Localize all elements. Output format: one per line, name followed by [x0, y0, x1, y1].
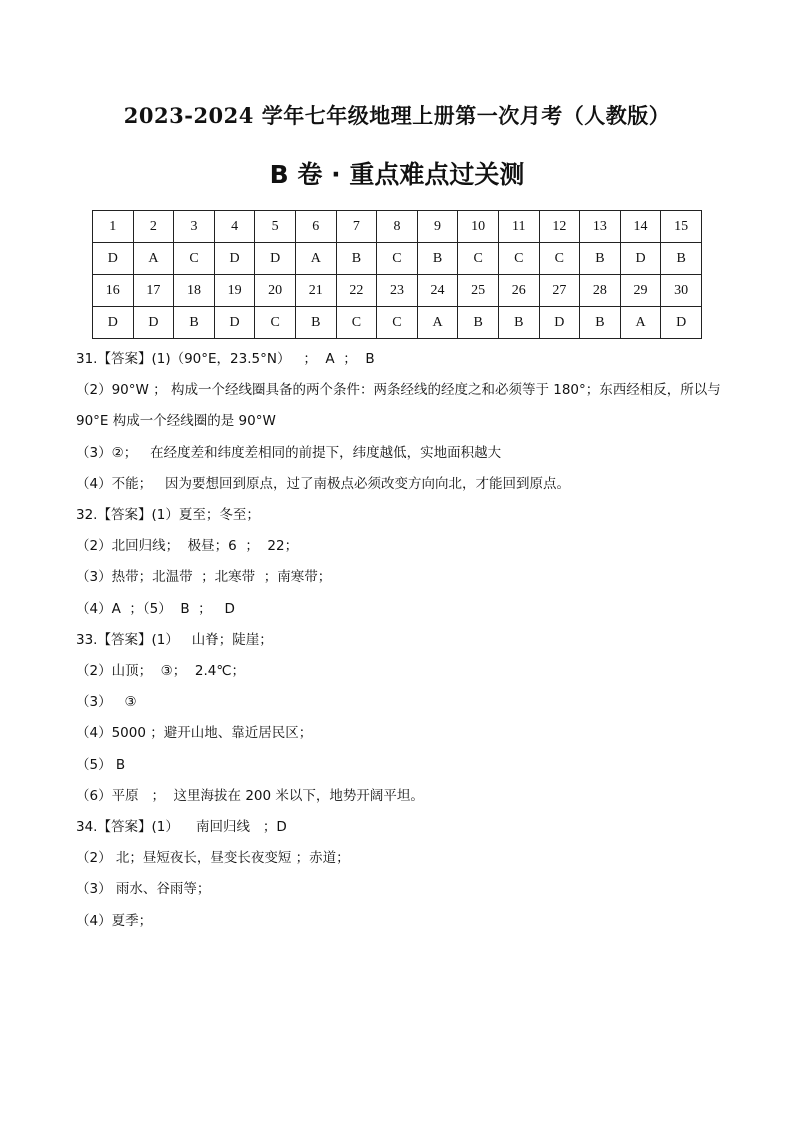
table-cell: A [620, 307, 661, 339]
table-cell: 12 [539, 211, 580, 243]
table-cell: B [295, 307, 336, 339]
answer-line-31-3: （3）②； 在经度差和纬度差相同的前提下，纬度越低，实地面积越大 [76, 444, 502, 461]
table-cell: B [336, 243, 377, 275]
table-cell: 30 [661, 275, 702, 307]
answer-line-33-6: （6）平原 ； 这里海拔在 200 米以下，地势开阔平坦。 [76, 787, 424, 804]
answer-line-34-4: （4）夏季； [76, 912, 153, 929]
answer-line-32-3: （3）热带；北温带 ；北寒带 ；南寒带； [76, 569, 332, 586]
answer-line-34-1: 34.【答案】(1） 南回归线 ；D [76, 819, 287, 836]
answer-explanations [76, 344, 726, 937]
table-cell: D [620, 243, 661, 275]
table-cell: 16 [93, 275, 134, 307]
table-cell: D [661, 307, 702, 339]
table-cell: B [458, 307, 499, 339]
table-cell: C [539, 243, 580, 275]
answer-line-31-4: （4）不能； 因为要想回到原点，过了南极点必须改变方向向北，才能回到原点。 [76, 475, 570, 492]
answer-line-33-3: （3） ③ [76, 694, 137, 711]
table-cell: D [214, 307, 255, 339]
table-cell: 4 [214, 211, 255, 243]
table-cell: 9 [417, 211, 458, 243]
table-cell: 10 [458, 211, 499, 243]
table-cell: 2 [133, 211, 174, 243]
page-title: 2023-2024 学年七年级地理上册第一次月考（人教版） [123, 103, 671, 128]
table-cell: D [539, 307, 580, 339]
table-cell: 5 [255, 211, 296, 243]
table-cell: 22 [336, 275, 377, 307]
table-cell: A [417, 307, 458, 339]
answer-line-32-2: （2）北回归线； 极昼；6 ； 22； [76, 538, 299, 555]
table-cell: B [174, 307, 215, 339]
table-cell: 11 [498, 211, 539, 243]
table-cell: 1 [93, 211, 134, 243]
table-cell: 24 [417, 275, 458, 307]
table-cell: C [458, 243, 499, 275]
table-cell: B [498, 307, 539, 339]
table-cell: 7 [336, 211, 377, 243]
table-cell: B [580, 243, 621, 275]
table-cell: 13 [580, 211, 621, 243]
table-cell: 28 [580, 275, 621, 307]
table-cell: C [174, 243, 215, 275]
answer-line-34-2: （2） 北；昼短夜长，昼变长夜变短 ；赤道； [76, 850, 350, 867]
table-cell: A [295, 243, 336, 275]
table-cell: 14 [620, 211, 661, 243]
table-cell: 29 [620, 275, 661, 307]
table-cell: C [255, 307, 296, 339]
page-subtitle: B 卷 · 重点难点过关测 [269, 160, 525, 189]
table-cell: B [417, 243, 458, 275]
table-cell: C [377, 243, 418, 275]
table-cell: B [661, 243, 702, 275]
answer-line-31-1: 31.【答案】(1)（90°E，23.5°N） ； A ； B [76, 351, 375, 367]
table-cell: C [377, 307, 418, 339]
table-row [93, 307, 702, 339]
table-cell: 3 [174, 211, 215, 243]
table-cell: 25 [458, 275, 499, 307]
answer-line-31-2: （2）90°W ； 构成一个经线圈具备的两个条件：两条经线的经度之和必须等于 180°；东西经相反，所以与 90°E 构成一个经线圈的是 90°W [76, 382, 721, 430]
table-cell: C [498, 243, 539, 275]
table-cell: A [133, 243, 174, 275]
table-cell: 27 [539, 275, 580, 307]
table-cell: 18 [174, 275, 215, 307]
table-cell: 21 [295, 275, 336, 307]
table-cell: 6 [295, 211, 336, 243]
table-cell: B [580, 307, 621, 339]
table-cell: D [93, 243, 134, 275]
answer-line-32-1: 32.【答案】(1）夏至；冬至； [76, 507, 260, 524]
table-cell: C [336, 307, 377, 339]
table-cell: D [93, 307, 134, 339]
table-cell: D [214, 243, 255, 275]
table-cell: 17 [133, 275, 174, 307]
table-cell: 20 [255, 275, 296, 307]
table-cell: 23 [377, 275, 418, 307]
answer-line-33-4: （4）5000 ；避开山地、靠近居民区； [76, 725, 313, 742]
table-row [93, 211, 702, 243]
table-row [93, 243, 702, 275]
answer-line-33-5: （5） B [76, 756, 126, 773]
answer-line-33-1: 33.【答案】(1） 山脊；陡崖； [76, 631, 273, 648]
table-row [93, 275, 702, 307]
table-cell: 26 [498, 275, 539, 307]
answer-line-34-3: （3） 雨水、谷雨等； [76, 881, 211, 898]
answer-line-33-2: （2）山顶； ③； 2.4℃； [76, 663, 245, 680]
answer-table [92, 210, 702, 339]
table-cell: 19 [214, 275, 255, 307]
answer-line-32-4: （4）A ；（5） B ； D [76, 600, 235, 617]
table-cell: 15 [661, 211, 702, 243]
table-cell: 8 [377, 211, 418, 243]
table-cell: D [133, 307, 174, 339]
table-cell: D [255, 243, 296, 275]
